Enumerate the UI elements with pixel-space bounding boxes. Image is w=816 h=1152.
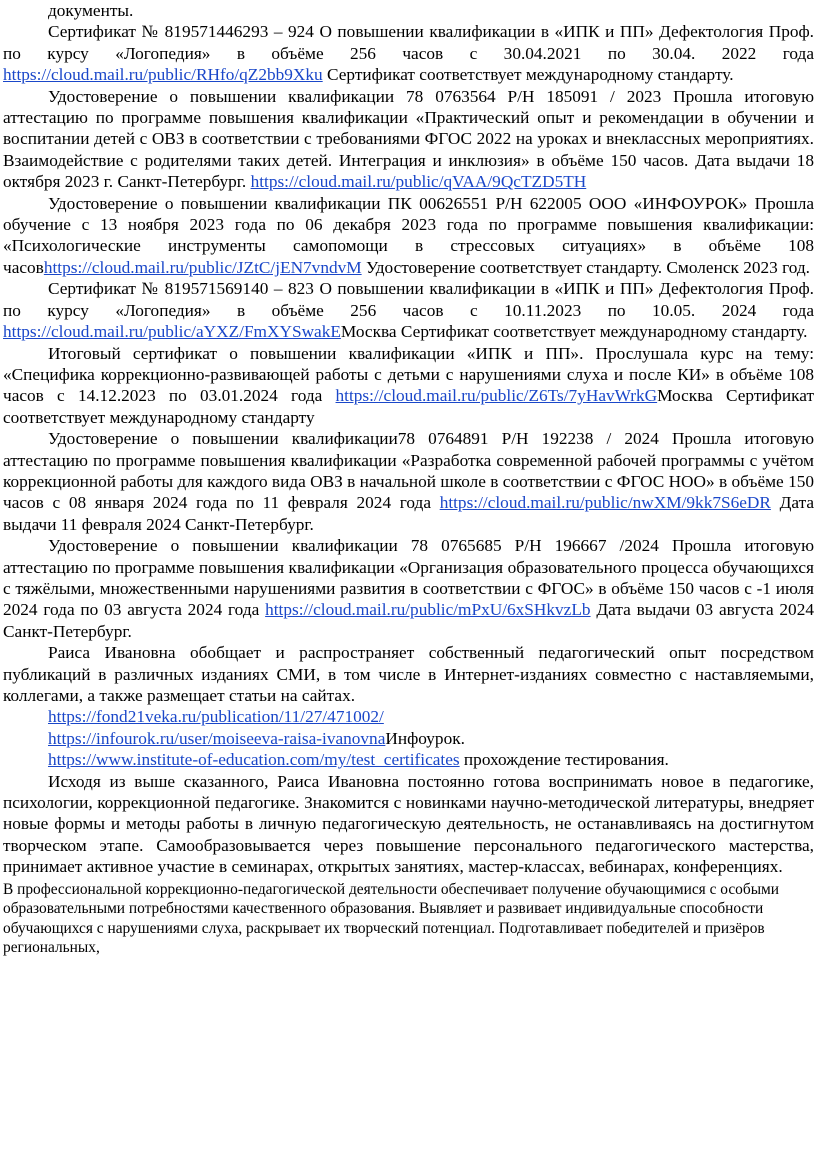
- link-note: прохождение тестирования.: [459, 750, 669, 770]
- paragraph-text: Москва Сертификат соответствует международному стандарту: [3, 386, 814, 427]
- certificate-paragraph: [3, 343, 814, 429]
- certificate-paragraph: [3, 535, 814, 642]
- cloud-link[interactable]: https://cloud.mail.ru/public/JZtC/jEN7vndvM: [43, 257, 362, 277]
- certificate-paragraph: [3, 21, 814, 85]
- paragraph-text: Дата выдачи 03 августа 2024 Санкт-Петербург.: [3, 600, 814, 641]
- paragraph-text: Сертификат № 819571569140 – 823 О повышении квалификации в «ИПК и ПП» Дефектология Проф. по курсу «Логопедия» в объёме 256 часов с 10.11.2023 по 10.05. 2024 года: [3, 279, 814, 320]
- paragraph-text: Сертификат № 819571446293 – 924 О повышении квалификации в «ИПК и ПП» Дефектология Проф. по курсу «Логопедия» в объёме 256 часов с 30.04.2021 по 30.04. 2022 года: [3, 22, 814, 63]
- certificate-paragraph: [3, 278, 814, 342]
- institute-of-education-link[interactable]: https://www.institute-of-education.com/my/test_certificates: [48, 750, 460, 770]
- paragraph-text: Удостоверение соответствует стандарту. Смоленск 2023 год.: [361, 257, 810, 277]
- paragraph-text: Раиса Ивановна обобщает и распространяет собственный педагогический опыт посредством публикаций в различных изданиях СМИ, в том числе в Интернет-изданиях совместно с наставляемыми, коллегами, а также размещает статьи на сайтах.: [3, 643, 814, 705]
- cloud-link[interactable]: https://cloud.mail.ru/public/Z6Ts/7yHavWrkG: [335, 386, 658, 406]
- cloud-link[interactable]: https://cloud.mail.ru/public/aYXZ/FmXYSwakE: [3, 322, 341, 342]
- fond21veka-link[interactable]: https://fond21veka.ru/publication/11/27/471002/: [48, 707, 384, 727]
- publication-links: [3, 706, 814, 770]
- cloud-link[interactable]: https://cloud.mail.ru/public/nwXM/9kk7S6eDR: [439, 493, 771, 513]
- publications-paragraph: [3, 642, 814, 706]
- closing-paragraph: Исходя из выше сказанного, Раиса Ивановна постоянно готова воспринимать новое в педагогике, психологии, коррекционной педагогике. Знакомится с новинками научно-методической литературы, внедряет новые формы и методы работы в личную педагогическую деятельность, не останавливаясь на достигнутом творческом этапе. Самообразовывается через повышение персонального педагогического мастерства, принимает активное участие в семинарах, открытых занятиях, мастер-классах, вебинарах, конференциях.: [3, 771, 814, 877]
- paragraph-text: Удостоверение о повышении квалификации 78 0765685 Р/Н 196667 /2024 Прошла итоговую аттестацию по программе повышения квалификации «Организация образовательного процесса обучающихся с тяжёлыми, множественными нарушениями развития в соответствии с ФГОС» в объёме 150 часов с -1 июля 2024 года по 03 августа 2024 года: [3, 536, 814, 620]
- paragraph-text: Удостоверение о повышении квалификации78 0764891 Р/Н 192238 / 2024 Прошла итоговую аттестацию по программе повышения квалификации «Разработка современной рабочей программы с учётом коррекционной работы для каждого вида ОВЗ в начальной школе в соответствии с ФГОС НОО» в объёме 150 часов с 08 января 2024 года по 11 февраля 2024 года: [3, 429, 814, 513]
- paragraph-text: Удостоверение о повышении квалификации 78 0763564 Р/Н 185091 / 2023 Прошла итоговую аттестацию по программе повышения квалификации «Практический опыт и рекомендации в обучении и воспитании детей с ОВЗ в соответствии с требованиями ФГОС 2022 на уроках и внеклассных мероприятиях. Взаимодействие с родителями таких детей. Интеграция и инклюзия» в объёме 150 часов. Дата выдачи 18 октября 2023 г. Санкт-Петербург.: [3, 86, 814, 192]
- certificate-paragraph: [3, 193, 814, 279]
- paragraph-text: Москва Сертификат соответствует международному стандарту.: [340, 322, 808, 342]
- cloud-link[interactable]: https://cloud.mail.ru/public/mPxU/6xSHkvzLb: [265, 600, 591, 620]
- publication-link-item: [3, 749, 814, 770]
- publication-link-item: [3, 728, 814, 749]
- publication-link-item: [3, 706, 814, 727]
- certificate-paragraph: [3, 86, 814, 193]
- paragraph-text: Сертификат соответствует международному стандарту.: [322, 65, 734, 85]
- cloud-link[interactable]: https://cloud.mail.ru/public/RHfo/qZ2bb9Xku: [3, 65, 323, 85]
- paragraph-text: Итоговый сертификат о повышении квалификации «ИПК и ПП». Прослушала курс на тему: «Специфика коррекционно-развивающей работы с детьми с нарушениями слуха и после КИ» в объёме 108 часов с 14.12.2023 по 03.01.2024 года: [3, 343, 814, 406]
- paragraph-text: Дата выдачи 11 февраля 2024 Санкт-Петербург.: [3, 493, 815, 534]
- top-fragment: документы.: [48, 1, 134, 20]
- paragraph-text: Удостоверение о повышении квалификации ПК 00626551 Р/Н 622005 ООО «ИНФОУРОК» Прошла обучение с 13 ноября 2023 года по 06 декабря 2023 года по программе повышения квалификации: «Психологические инструменты самопомощи в стрессовых ситуациях» в объёме 108 часов: [3, 193, 814, 277]
- cloud-link[interactable]: https://cloud.mail.ru/public/qVAA/9QcTZD5TH: [250, 172, 587, 192]
- infourok-link[interactable]: https://infourok.ru/user/moiseeva-raisa-ivanovna: [48, 728, 386, 748]
- certificates-section: [3, 21, 814, 706]
- final-paragraph: В профессиональной коррекционно-педагогической деятельности обеспечивает получение обучающимися с особыми образовательными потребностями качественного образования. Выявляет и развивает индивидуальные способности обучающихся с нарушениями слуха, раскрывает их творческий потенциал. Подготавливает победителей и призёров региональных,: [3, 880, 780, 957]
- link-note: Инфоурок.: [385, 728, 465, 748]
- certificate-paragraph: [3, 428, 814, 535]
